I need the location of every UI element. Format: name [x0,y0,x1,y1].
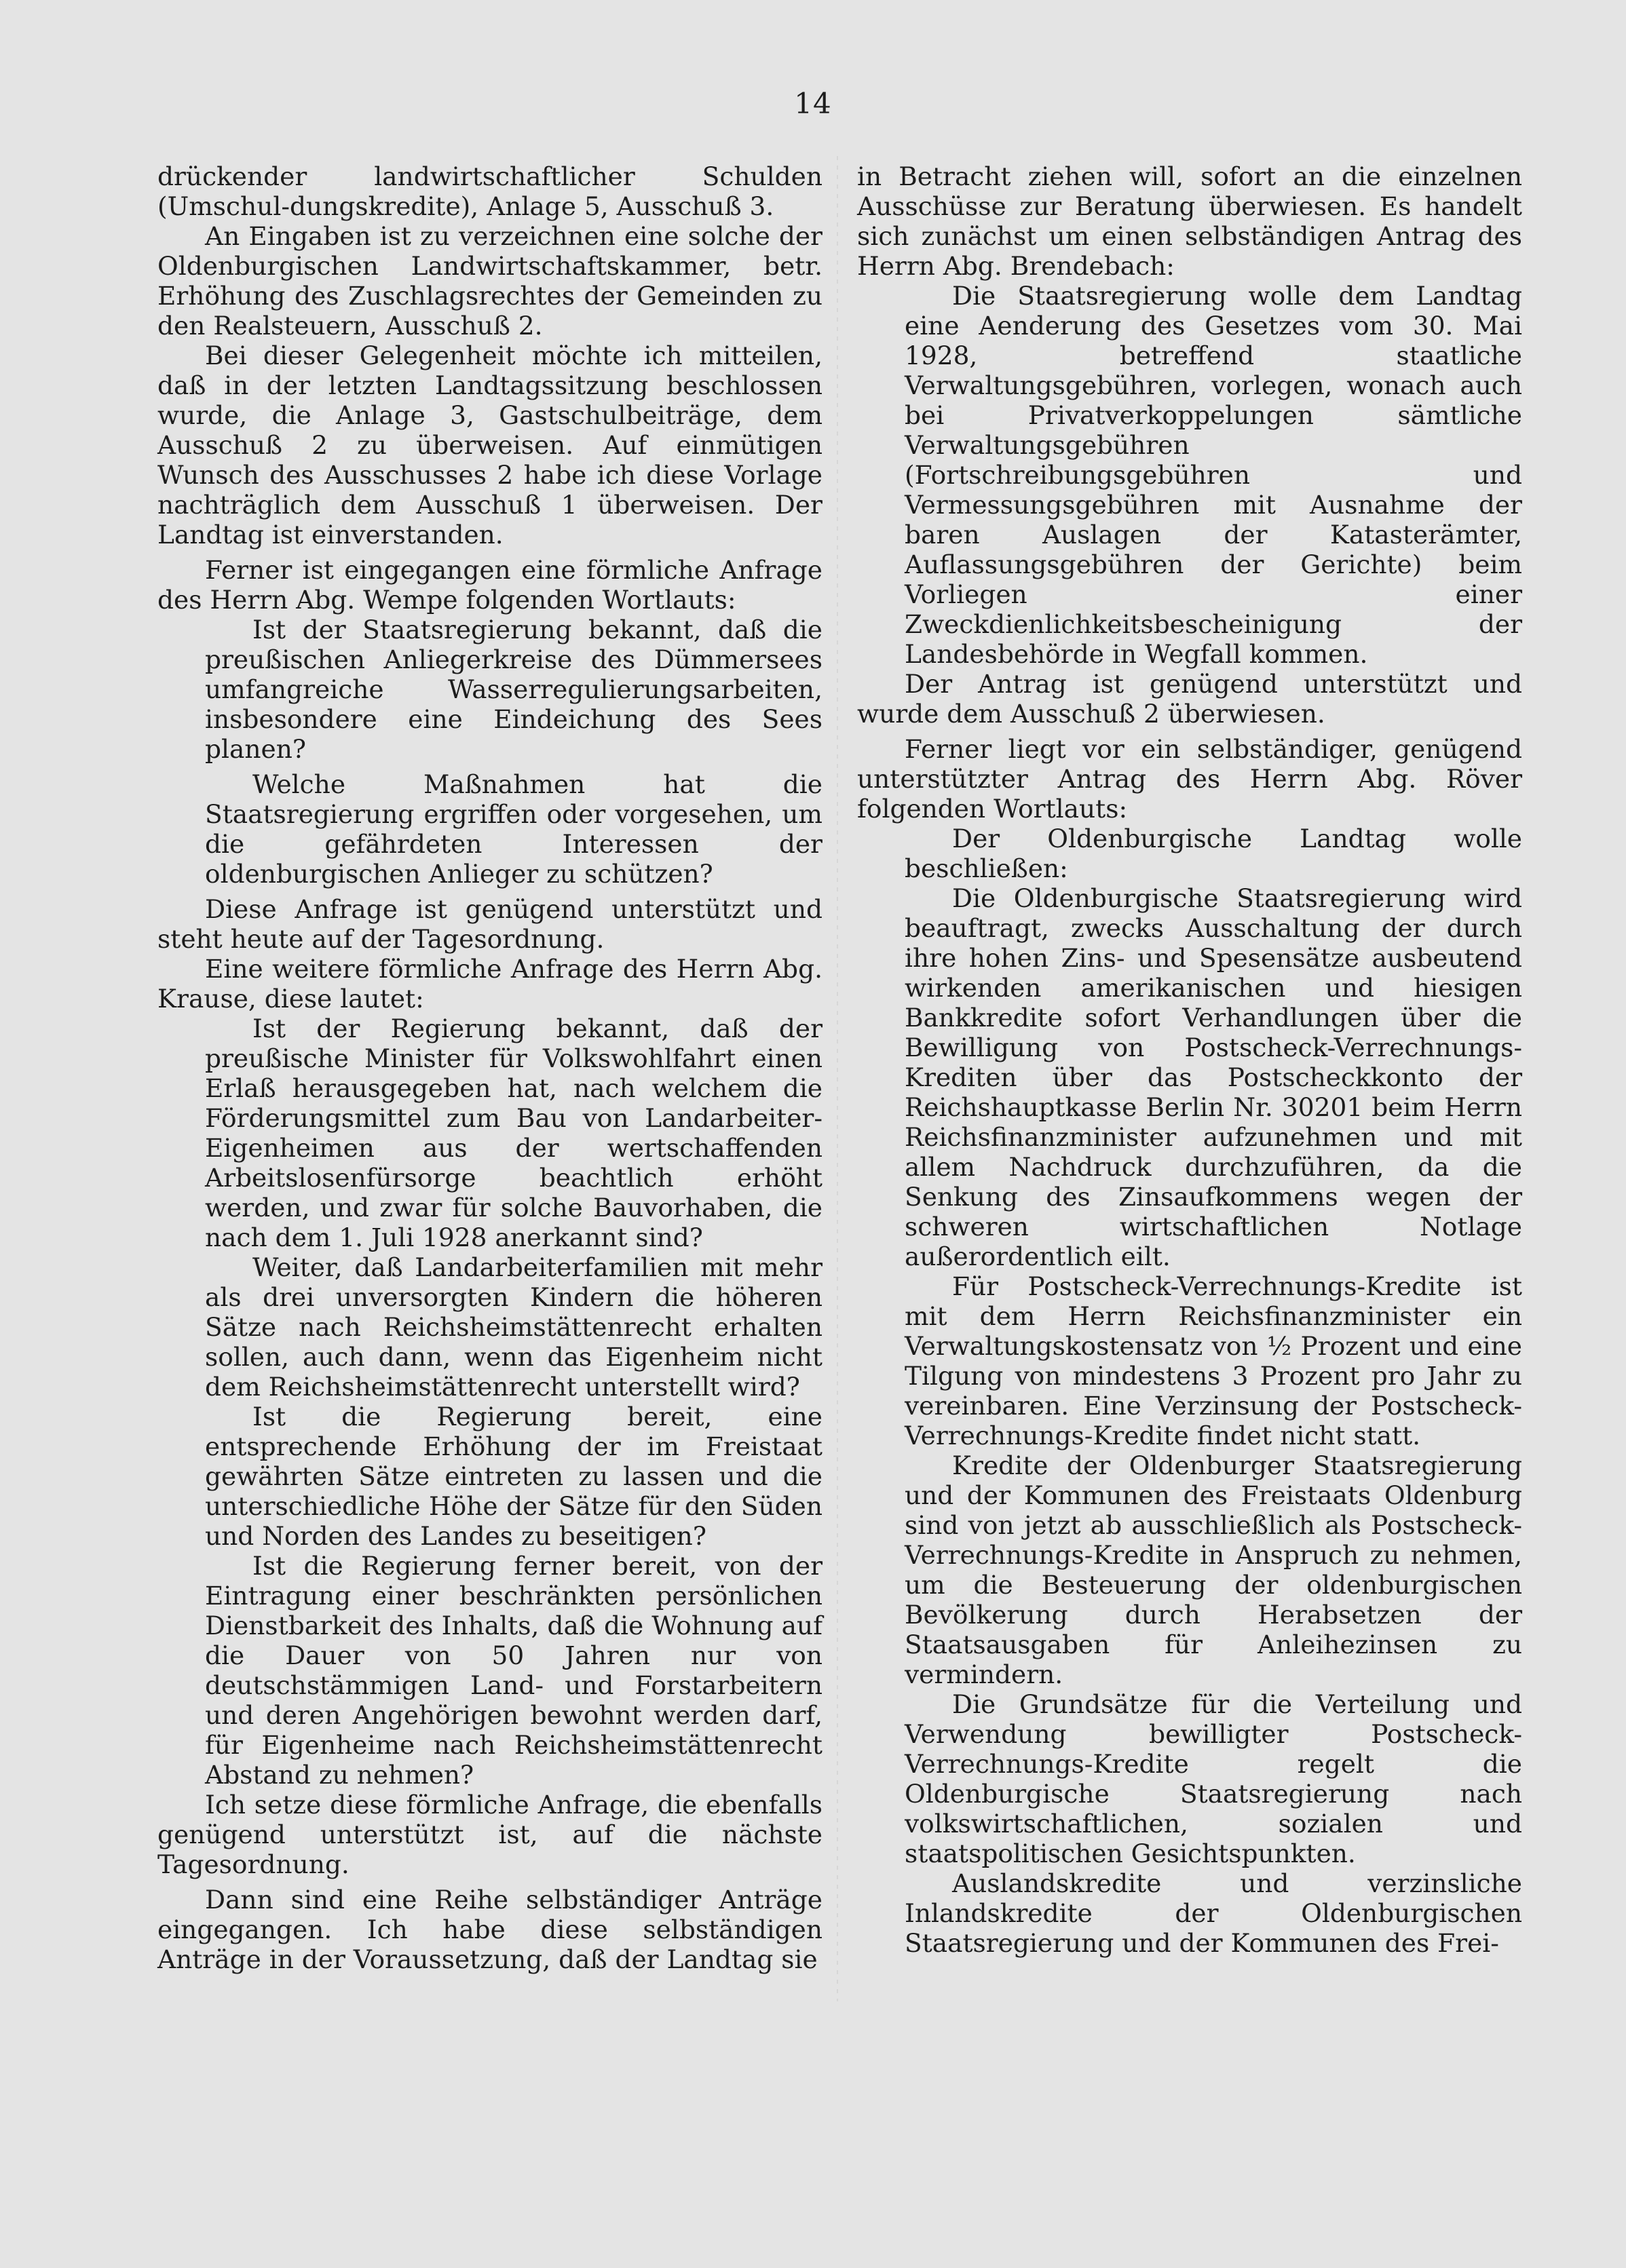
paragraph: Ferner ist eingegangen eine förmliche Anfrage des Herrn Abg. Wempe folgenden Wortlauts: [157,555,823,615]
paragraph: in Betracht ziehen will, sofort an die einzelnen Ausschüsse zur Beratung überwiesen. Es handelt sich zunächst um einen selbständigen Antrag des Herrn Abg. Brendebach: [857,161,1522,281]
quote-text: Der Oldenburgische Landtag wolle beschließen: [905,824,1522,883]
quote-text: Die Staatsregierung wolle dem Landtag eine Aenderung des Gesetzes vom 30. Mai 1928, betreffend staatliche Verwaltungsgebühren, vorlegen, wonach auch bei Privatverkoppelungen sämtliche Verwaltungsgebühren (Fortschreibungsgebühren und Vermessungsgebühren mit Ausnahme der baren Auslagen der Katasterämter, Auflassungsgebühren der Gerichte) beim Vorliegen einer Zweckdienlichkeitsbescheinigung der Landesbehörde in Wegfall kommen. [905,281,1522,669]
page-number: 14 [794,87,832,120]
quote-text: Auslandskredite und verzinsliche Inlandskredite der Oldenburgischen Staatsregierung und der Kommunen des Frei- [905,1868,1522,1958]
column-divider [837,156,838,2001]
paragraph: Der Antrag ist genügend unterstützt und wurde dem Ausschuß 2 überwiesen. [857,669,1522,729]
quoted-paragraph [857,1868,1522,1958]
quoted-paragraph [157,1014,823,1252]
quoted-paragraph [157,1551,823,1790]
quote-text: Ist die Regierung bereit, eine entsprechende Erhöhung der im Freistaat gewährten Sätze eintreten zu lassen und die unterschiedliche Höhe der Sätze für den Süden und Norden des Landes zu beseitigen? [205,1402,823,1551]
paragraph: Bei dieser Gelegenheit möchte ich mitteilen, daß in der letzten Landtagssitzung beschlossen wurde, die Anlage 3, Gastschulbeiträge, dem Ausschuß 2 zu überweisen. Auf einmütigen Wunsch des Ausschusses 2 habe ich diese Vorlage nachträglich dem Ausschuß 1 überweisen. Der Landtag ist einverstanden. [157,341,823,550]
quote-text: Welche Maßnahmen hat die Staatsregierung ergriffen oder vorgesehen, um die gefährdeten Interessen der oldenburgischen Anlieger zu schützen? [205,769,823,889]
left-column [157,161,823,1974]
quote-text: Die Oldenburgische Staatsregierung wird beauftragt, zwecks Ausschaltung der durch ihre hohen Zins- und Spesensätze ausbeutend wirkenden amerikanischen und hiesigen Bankkredite sofort Verhandlungen über die Bewilligung von Postscheck-Verrechnungs-Krediten über das Postscheckkonto der Reichshauptkasse Berlin Nr. 30201 beim Herrn Reichsfinanzminister aufzunehmen und mit allem Nachdruck durchzuführen, da die Senkung des Zinsaufkommens wegen der schweren wirtschaftlichen Notlage außerordentlich eilt. [905,883,1522,1271]
quote-text: Die Grundsätze für die Verteilung und Verwendung bewilligter Postscheck-Verrechnungs-Kredite regelt die Oldenburgische Staatsregierung nach volkswirtschaftlichen, sozialen und staatspolitischen Gesichtspunkten. [905,1689,1522,1868]
quoted-paragraph [857,883,1522,1271]
quote-text: Ist der Staatsregierung bekannt, daß die preußischen Anliegerkreise des Dümmersees umfangreiche Wasserregulierungsarbeiten, insbesondere eine Eindeichung des Sees planen? [205,615,823,764]
paragraph: Ferner liegt vor ein selbständiger, genügend unterstützter Antrag des Herrn Abg. Röver folgenden Wortlauts: [857,734,1522,824]
quoted-paragraph [857,281,1522,669]
quoted-paragraph [157,615,823,764]
quoted-paragraph [857,1271,1522,1450]
quote-text: Weiter, daß Landarbeiterfamilien mit mehr als drei unversorgten Kindern die höheren Sätze nach Reichsheimstättenrecht erhalten sollen, auch dann, wenn das Eigenheim nicht dem Reichsheimstättenrecht unterstellt wird? [205,1252,823,1402]
paragraph: Eine weitere förmliche Anfrage des Herrn Abg. Krause, diese lautet: [157,954,823,1014]
paragraph: An Eingaben ist zu verzeichnen eine solche der Oldenburgischen Landwirtschaftskammer, betr. Erhöhung des Zuschlagsrechtes der Gemeinden zu den Realsteuern, Ausschuß 2. [157,221,823,341]
quote-text: Für Postscheck-Verrechnungs-Kredite ist mit dem Herrn Reichsfinanzminister ein Verwaltungskostensatz von ½ Prozent und eine Tilgung von mindestens 3 Prozent pro Jahr zu vereinbaren. Eine Verzinsung der Postscheck-Verrechnungs-Kredite findet nicht statt. [905,1271,1522,1450]
quoted-paragraph [157,769,823,889]
paragraph: drückender landwirtschaftlicher Schulden (Umschul-dungskredite), Anlage 5, Ausschuß 3. [157,161,823,221]
quoted-paragraph [157,1402,823,1551]
quote-text: Ist der Regierung bekannt, daß der preußische Minister für Volkswohlfahrt einen Erlaß herausgegeben hat, nach welchem die Förderungsmittel zum Bau von Landarbeiter-Eigenheimen aus der wertschaffenden Arbeitslosenfürsorge beachtlich erhöht werden, und zwar für solche Bauvorhaben, die nach dem 1. Juli 1928 anerkannt sind? [205,1014,823,1252]
right-column [857,161,1522,1958]
quote-text: Kredite der Oldenburger Staatsregierung und der Kommunen des Freistaats Oldenburg sind von jetzt ab ausschließlich als Postscheck-Verrechnungs-Kredite in Anspruch zu nehmen, um die Besteuerung der oldenburgischen Bevölkerung durch Herabsetzen der Staatsausgaben für Anleihezinsen zu vermindern. [905,1450,1522,1689]
quote-text: Ist die Regierung ferner bereit, von der Eintragung einer beschränkten persönlichen Dienstbarkeit des Inhalts, daß die Wohnung auf die Dauer von 50 Jahren nur von deutschstämmigen Land- und Forstarbeitern und deren Angehörigen bewohnt werden darf, für Eigenheime nach Reichsheimstättenrecht Abstand zu nehmen? [205,1551,823,1790]
quoted-paragraph [857,824,1522,883]
paragraph: Dann sind eine Reihe selbständiger Anträge eingegangen. Ich habe diese selbständigen Anträge in der Voraussetzung, daß der Landtag sie [157,1885,823,1974]
paragraph: Ich setze diese förmliche Anfrage, die ebenfalls genügend unterstützt ist, auf die nächste Tagesordnung. [157,1790,823,1879]
quoted-paragraph [157,1252,823,1402]
quoted-paragraph [857,1450,1522,1689]
quoted-paragraph [857,1689,1522,1868]
paragraph: Diese Anfrage ist genügend unterstützt und steht heute auf der Tagesordnung. [157,894,823,954]
